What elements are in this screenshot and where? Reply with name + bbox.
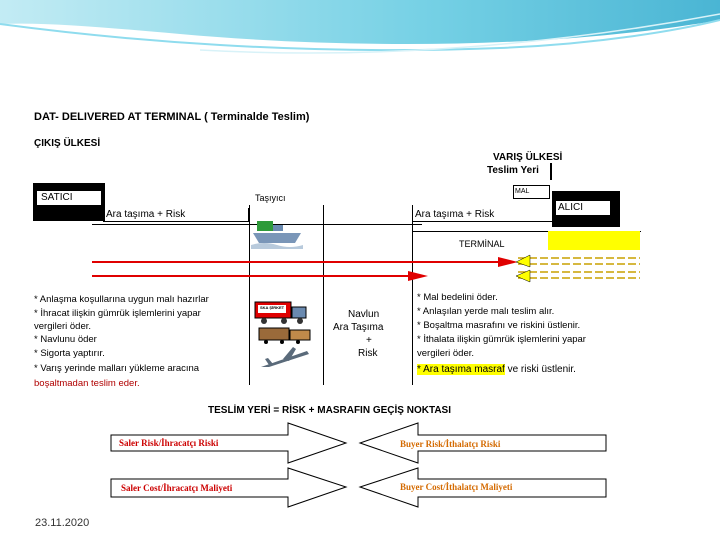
date-footer: 23.11.2020: [35, 517, 90, 529]
import-country-label: VARIŞ ÜLKESİ: [493, 152, 563, 163]
goods-label: MAL: [515, 188, 530, 195]
seller-duty-6: boşaltmadan teslim eder.: [34, 378, 140, 389]
buyer-extra-rest: ve riski üstlenir.: [504, 364, 576, 375]
buyer-duty-3: * İthalata ilişkin gümrük işlemlerini yapar: [417, 334, 586, 345]
seller-cost-label: Saler Cost/İhracatçı Maliyeti: [121, 483, 233, 493]
seller-duty-3: * Navlunu öder: [34, 334, 97, 345]
carrier-label: Taşıyıcı: [255, 193, 286, 203]
seller-label: SATICI: [41, 192, 73, 203]
divider-middle: [323, 205, 324, 385]
transit-right-label: Ara taşıma + Risk: [415, 209, 495, 220]
seller-duty-1: * İhracat ilişkin gümrük işlemlerini yapar: [34, 308, 201, 319]
delivery-place-marker: [550, 163, 552, 180]
middle-note-0: Navlun: [348, 309, 380, 320]
buyer-extra-highlight: * Ara taşıma masraf: [417, 364, 505, 375]
buyer-risk-label: Buyer Risk/İthalatçı Riski: [400, 439, 501, 449]
page-title: DAT- DELIVERED AT TERMINAL ( Terminalde Teslim): [34, 111, 310, 123]
delivery-place-label: Teslim Yeri: [487, 165, 539, 176]
transfer-point-label: TESLİM YERİ = RİSK + MASRAFIN GEÇİŞ NOKTASI: [208, 405, 451, 416]
header-wave-decoration: [0, 0, 720, 60]
buyer-cost-label: Buyer Cost/İthalatçı Maliyeti: [400, 482, 513, 492]
middle-note-3: Risk: [358, 348, 378, 359]
goods-box: [513, 185, 550, 199]
divider-right: [412, 205, 413, 385]
seller-duty-0: * Anlaşma koşullarına uygun malı hazırlar: [34, 294, 209, 305]
export-country-label: ÇIKIŞ ÜLKESİ: [34, 138, 101, 149]
ship-icon: [251, 215, 303, 249]
airplane-icon: [259, 345, 311, 371]
buyer-label: ALICI: [558, 202, 584, 213]
buyer-duty-1: * Anlaşılan yerde malı teslim alır.: [417, 306, 555, 317]
buyer-duty-0: * Mal bedelini öder.: [417, 292, 498, 303]
buyer-duty-2: * Boşaltma masrafını ve riskini üstlenir.: [417, 320, 581, 331]
seller-duty-5: * Varış yerinde malları yükleme aracına: [34, 363, 200, 374]
red-arrows: [88, 250, 648, 286]
seller-duty-2: vergileri öder.: [34, 321, 92, 332]
seller-box: [33, 183, 105, 221]
middle-note-1: Ara Taşıma: [333, 322, 384, 333]
transit-left-label: Ara taşıma + Risk: [106, 209, 186, 220]
train-icon: [258, 326, 314, 344]
truck-label: SKA ŞİRKET: [260, 305, 285, 310]
seller-duty-4: * Sigorta yaptırır.: [34, 348, 105, 359]
buyer-extra-line: [417, 365, 576, 375]
buyer-box: [552, 191, 620, 227]
middle-note-2: +: [366, 335, 372, 346]
terminal-highlight: [548, 231, 640, 250]
terminal-label: TERMİNAL: [459, 239, 505, 249]
divider-left: [249, 205, 250, 385]
seller-risk-label: Saler Risk/İhracatçı Riski: [119, 438, 219, 448]
buyer-duty-4: vergileri öder.: [417, 348, 475, 359]
